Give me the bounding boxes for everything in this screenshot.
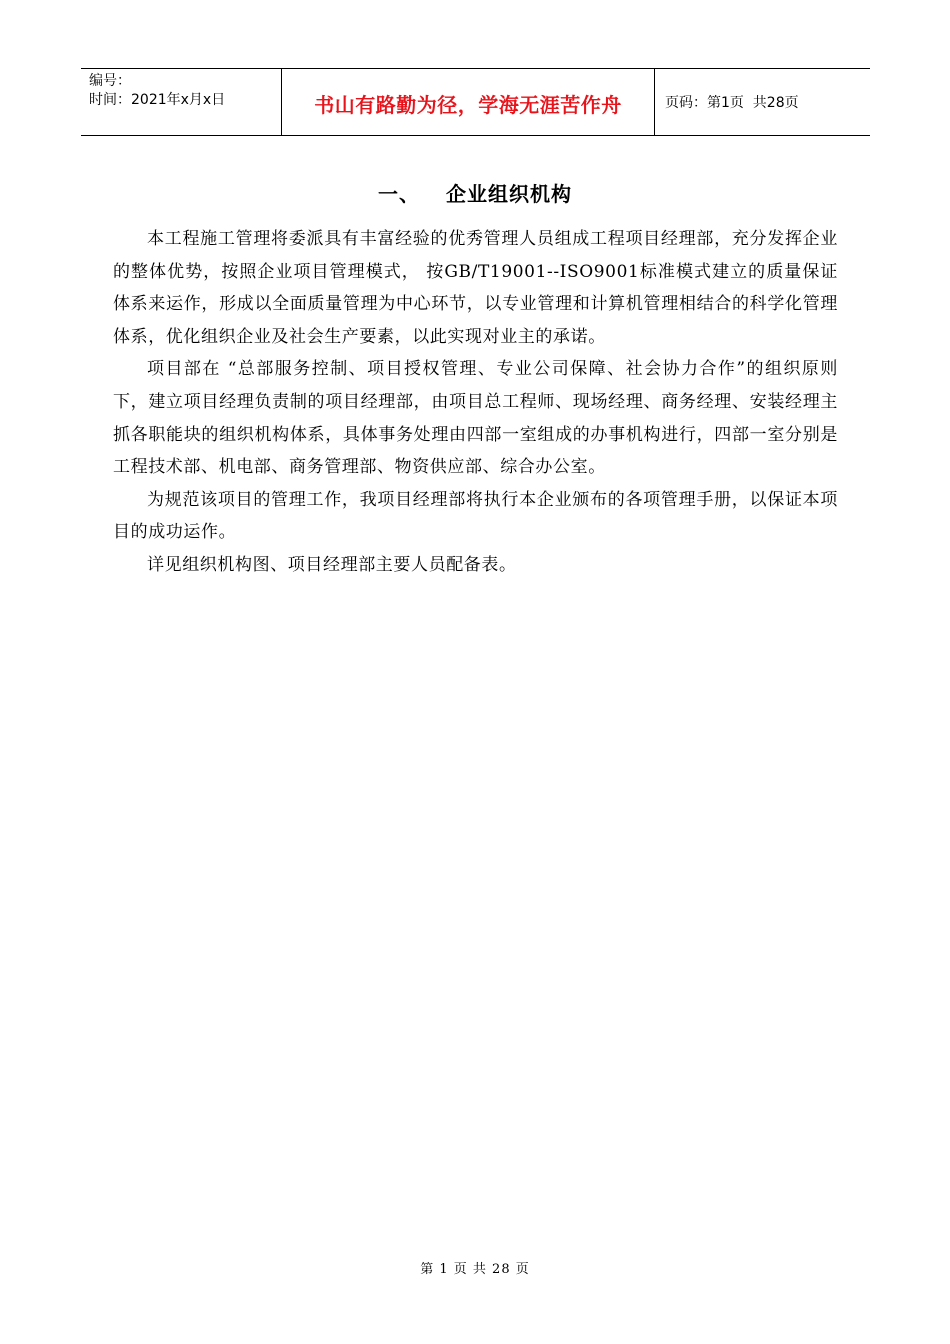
document-number-label: 编号： xyxy=(89,73,131,89)
page-footer: 第 1 页 共 28 页 xyxy=(420,1262,530,1277)
section-title xyxy=(0,178,950,207)
body-paragraph: 为规范该项目的管理工作，我项目经理部将执行本企业颁布的各项管理手册，以保证本项目的成功运作。 xyxy=(113,489,838,543)
document-time-label: 时间：2021年x月x日 xyxy=(89,92,226,108)
header-page-cell xyxy=(655,69,870,135)
section-title-text: 企业组织机构 xyxy=(446,182,572,206)
body-paragraph: 详见组织机构图、项目经理部主要人员配备表。 xyxy=(147,554,517,575)
document-body xyxy=(113,223,838,582)
header-page-info: 页码：第1页 共28页 xyxy=(665,95,799,111)
header-meta-cell xyxy=(81,69,282,135)
document-header xyxy=(81,68,870,136)
section-number: 一、 xyxy=(378,182,420,206)
motto-text: 书山有路勤为径，学海无涯苦作舟 xyxy=(314,92,622,117)
body-paragraph: 项目部在 “总部服务控制、项目授权管理、专业公司保障、社会协力合作”的组织原则下，建立项目经理负责制的项目经理部，由项目总工程师、现场经理、商务经理、安装经理主抓各职能块的组织机构体系，具体事务处理由四部一室组成的办事机构进行，四部一室分别是工程技术部、机电部、商务管理部、物资供应部、综合办公室。 xyxy=(113,359,838,478)
header-motto-cell xyxy=(282,69,655,135)
body-paragraph: 本工程施工管理将委派具有丰富经验的优秀管理人员组成工程项目经理部，充分发挥企业的整体优势，按照企业项目管理模式， 按GB/T19001--ISO9001标准模式建立的质量保证体系来运作，形成以全面质量管理为中心环节，以专业管理和计算机管理相结合的科学化管理体系，优化组织企业及社会生产要素，以此实现对业主的承诺。 xyxy=(113,229,838,347)
